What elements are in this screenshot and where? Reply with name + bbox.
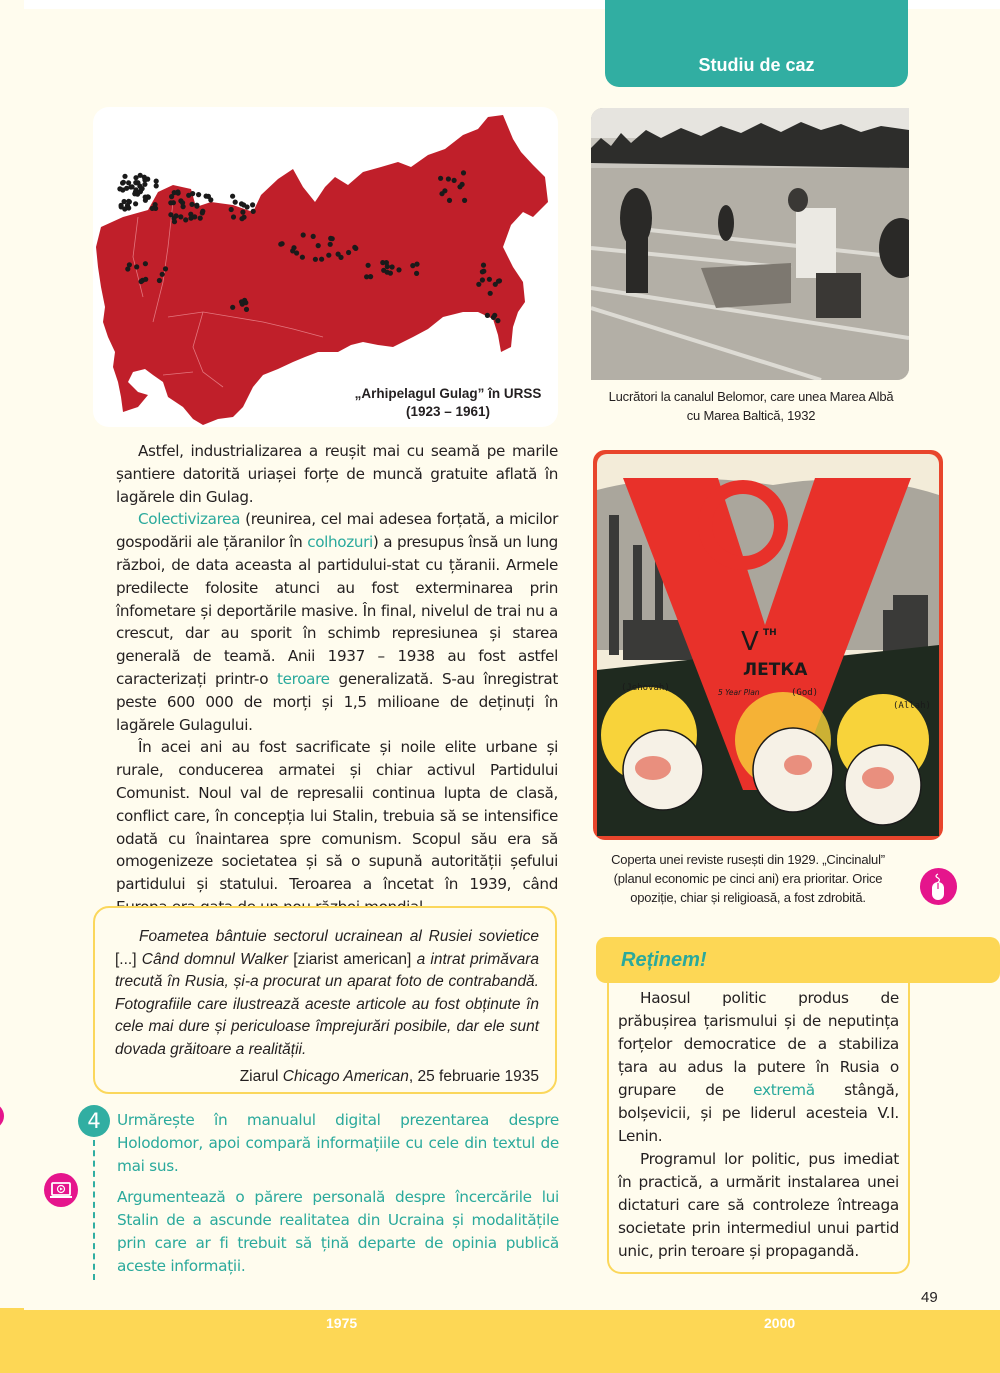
gulag-camp-marker <box>245 204 250 209</box>
gulag-camp-marker <box>497 278 502 283</box>
gulag-camp-marker <box>178 214 183 219</box>
gulag-camp-marker <box>240 210 245 215</box>
gulag-camp-marker <box>188 212 193 217</box>
caption-line: cu Marea Baltică, 1932 <box>686 408 816 423</box>
text-span: (reunirea, cel mai adesea forțată, a micilor gospodării ale țăranilor în <box>116 510 558 552</box>
retinem-paragraph-1 <box>618 987 899 1148</box>
gulag-camp-marker <box>122 199 127 204</box>
gulag-camp-marker <box>194 204 199 209</box>
gulag-camp-marker <box>414 271 419 276</box>
gulag-camp-marker <box>368 274 373 279</box>
gulag-camp-marker <box>462 198 467 203</box>
gulag-camp-marker <box>189 202 194 207</box>
gulag-camp-marker <box>346 250 351 255</box>
gulag-camp-marker <box>133 187 138 192</box>
gulag-camp-marker <box>493 282 498 287</box>
gulag-camp-marker <box>481 263 486 268</box>
gulag-camp-marker <box>139 279 144 284</box>
gulag-camp-marker <box>204 194 209 199</box>
poster-plan: 5 Year Plan <box>718 688 760 697</box>
quote-span: a intrat primăvara trecută în Rusia, și-a procurat un aparat foto de contrabandă. Fotografiile care ilustrează aceste articole au fost obținute în cele mai dure și periculoase împrejurări posibile, dar ele sunt dovada grăitoare a realității. <box>115 950 540 1058</box>
gulag-camp-marker <box>480 277 485 282</box>
term-colectivizarea[interactable]: Colectivizarea <box>138 510 241 529</box>
gulag-camp-marker <box>230 194 235 199</box>
text-span: stângă, bolșevicii, și pe liderul acesteia V.I. Lenin. <box>618 1081 899 1145</box>
term-teroare[interactable]: teroare <box>277 669 330 688</box>
gulag-camp-marker <box>125 266 130 271</box>
quote-span: Foametea bântuie sectorul ucrainean al Rusiei sovietice <box>139 928 539 945</box>
gulag-camp-marker <box>488 291 493 296</box>
task-number-badge: 4 <box>78 1105 110 1137</box>
timeline-footer <box>0 1310 1000 1373</box>
section-label: Studiu de caz <box>698 55 815 75</box>
gulag-camp-marker <box>460 182 465 187</box>
gulag-camp-marker <box>439 191 444 196</box>
video-lesson-icon[interactable] <box>44 1173 78 1207</box>
map-caption-title: „Arhipelagul Gulag” în URSS <box>354 386 542 401</box>
task-dashed-line <box>93 1140 95 1280</box>
gulag-camp-marker <box>328 242 333 247</box>
gulag-camp-marker <box>126 205 131 210</box>
top-margin-left <box>0 0 24 9</box>
gulag-camp-marker <box>154 179 159 184</box>
poster-label-god: (God) <box>791 688 819 698</box>
paragraph-collectivization <box>116 508 558 736</box>
gulag-camp-marker <box>124 186 129 191</box>
page-number: 49 <box>921 1289 938 1306</box>
caption-line: Lucrători la canalul Belomor, care unea Marea Albă <box>608 389 894 404</box>
gulag-camp-marker <box>300 255 305 260</box>
gulag-camp-marker <box>438 176 443 181</box>
quote-source <box>115 1066 539 1089</box>
gulag-camp-marker <box>336 252 341 257</box>
gulag-camp-marker <box>171 216 176 221</box>
gulag-camp-marker <box>251 209 256 214</box>
poster-graphic <box>593 450 943 840</box>
gulag-camp-marker <box>163 266 168 271</box>
gulag-camp-marker <box>485 313 490 318</box>
quote-span: Când domnul Walker <box>141 950 289 968</box>
gulag-camp-marker <box>447 198 452 203</box>
gulag-camp-marker <box>390 264 395 269</box>
poster-caption <box>598 850 898 907</box>
gulag-camp-marker <box>330 236 335 241</box>
gulag-camp-marker <box>461 170 466 175</box>
section-tab <box>605 0 908 87</box>
gulag-camp-marker <box>231 214 236 219</box>
paragraph-repression: În acei ani au fost sacrificate și noile elite urbane și rurale, conducerea armatei și chiar activul Partidului Comunist. Noul val de represalii continua lupta de clasă, conflict care, în concepția lui Stalin, trebuia să se intensifice odată cu înaintarea spre comunism. Scopul său era să omogenizeze societatea și să o supună autorității șefului partidului și statului. Teroarea a încetat în 1939, când <box>116 738 558 894</box>
gulag-camp-marker <box>239 216 244 221</box>
gulag-camp-marker <box>154 183 159 188</box>
gulag-camp-marker <box>186 193 191 198</box>
caption-line: opoziție, chiar și religioasă, a fost zdrobită. <box>630 890 866 905</box>
gulag-camp-marker <box>117 186 122 191</box>
gulag-camp-marker <box>243 300 248 305</box>
gulag-map <box>93 107 558 427</box>
gulag-camp-marker <box>481 269 486 274</box>
gulag-camp-marker <box>160 272 165 277</box>
gulag-camp-marker <box>313 257 318 262</box>
text-span: Haosul politic produs de prăbușirea țarismului și de neputința forțelor democratice de a stabiliza țara au adus la putere în Rusia o grupare de <box>618 989 899 1099</box>
gulag-camp-marker <box>143 261 148 266</box>
gulag-camp-marker <box>311 234 316 239</box>
retinem-paragraph-2: Programul lor politic, pus imediat în practică, a urmărit instalarea unei dictaturi care să controleze întreaga societate prin intermediul unui partid unic, prin teroare și propagandă. <box>618 1150 899 1260</box>
quote-span: [ziarist american] <box>288 950 417 968</box>
gulag-camp-marker <box>244 307 249 312</box>
gulag-camp-marker <box>140 186 145 191</box>
text-span: ) a presupus însă un lung război, de data aceasta al partidului-stat cu țăranii. Armele predilecte folosite atunci au fost exterminarea prin înfometare și deportările masive. În final, nivelul de trai nu a crescut, dar au sporit în schimb represiunea și starea generală de teamă. Anii 1937 – 1938 au fost astfel caracterizați printr-o <box>116 533 558 688</box>
gulag-camp-marker <box>366 263 371 268</box>
source-span: , 25 februarie 1935 <box>408 1067 539 1085</box>
gulag-camp-marker <box>492 313 497 318</box>
gulag-camp-marker <box>134 180 139 185</box>
gulag-camp-marker <box>133 201 138 206</box>
gulag-camp-marker <box>278 242 283 247</box>
gulag-camp-marker <box>175 189 180 194</box>
gulag-camp-marker <box>495 318 500 323</box>
source-quote-box <box>93 906 557 1094</box>
task-item-1: Urmărește în manualul digital prezentarea despre Holodomor, apoi compară informațiile cu cele din textul de mai sus. <box>117 1111 559 1175</box>
gulag-camp-marker <box>250 202 255 207</box>
ussr-map-graphic <box>93 107 558 427</box>
gulag-camp-marker <box>476 282 481 287</box>
gulag-camp-marker <box>121 180 126 185</box>
gulag-camp-marker <box>414 262 419 267</box>
gulag-camp-marker <box>153 202 158 207</box>
gulag-camp-marker <box>319 257 324 262</box>
gulag-camp-marker <box>145 177 150 182</box>
term-extrema[interactable]: extremă <box>753 1081 815 1099</box>
gulag-camp-marker <box>126 199 131 204</box>
gulag-camp-marker <box>452 178 457 183</box>
retinem-box <box>607 981 910 1274</box>
retinem-header <box>596 937 1000 983</box>
paragraph-industrialization: Astfel, industrializarea a reușit mai cu seamă pe marile șantiere datorită uriașei forțe de muncă gratuite aflată în lagărele din Gulag. <box>116 442 558 506</box>
gulag-camp-marker <box>122 174 127 179</box>
gulag-camp-marker <box>119 204 124 209</box>
poster-label-allah: (Allah) <box>893 701 931 711</box>
timeline-year-1975: 1975 <box>326 1315 358 1331</box>
poster-superscript: TH <box>763 628 777 638</box>
gulag-camp-marker <box>229 207 234 212</box>
retinem-title: Reținem! <box>621 948 707 971</box>
timeline-year-2000: 2000 <box>764 1315 796 1331</box>
gulag-camp-marker <box>200 209 205 214</box>
gulag-camp-marker <box>326 253 331 258</box>
edge-marker <box>0 1103 4 1129</box>
source-title: Chicago American <box>282 1067 409 1085</box>
gulag-camp-marker <box>142 182 147 187</box>
gulag-camp-marker <box>301 232 306 237</box>
gulag-camp-marker <box>487 277 492 282</box>
gulag-camp-marker <box>171 200 176 205</box>
gulag-camp-marker <box>138 173 143 178</box>
poster-label-jehovah: (Jehovah) <box>621 683 670 693</box>
gulag-camp-marker <box>196 192 201 197</box>
soviet-magazine-poster <box>593 450 943 840</box>
belomor-photo-graphic <box>591 108 909 380</box>
text-span: generalizată. S-au înregistrat peste 600 000 de morți și 1,5 milioane de deținuți în lagărele Gulagului. <box>116 669 558 734</box>
main-text <box>116 440 558 919</box>
poster-title: ЛЕТКА <box>743 660 808 680</box>
gulag-camp-marker <box>352 245 357 250</box>
map-caption-years: (1923 – 1961) <box>405 404 491 419</box>
gulag-camp-marker <box>134 264 139 269</box>
gulag-camp-marker <box>180 200 185 205</box>
gulag-camp-marker <box>230 305 235 310</box>
poster-sub-letter: V <box>741 627 759 657</box>
source-span: Ziarul <box>239 1067 283 1085</box>
gulag-camp-marker <box>388 271 393 276</box>
task-item-2: Argumentează o părere personală despre încercările lui Stalin de a ascunde realitatea din Ucraina și modalitățile prin care ar fi trebuit să țină departe de opinia publică aceste informații. <box>117 1188 559 1275</box>
gulag-camp-marker <box>384 260 389 265</box>
gulag-camp-marker <box>183 217 188 222</box>
quote-text <box>115 926 539 1062</box>
caption-line: Coperta unei reviste rusești din 1929. „Cincinalul” <box>611 852 885 867</box>
gulag-camp-marker <box>143 198 148 203</box>
gulag-camp-marker <box>446 176 451 181</box>
gulag-camp-marker <box>233 200 238 205</box>
gulag-camp-marker <box>198 216 203 221</box>
quote-span: [...] <box>115 950 142 968</box>
term-colhozuri[interactable]: colhozuri <box>307 533 373 552</box>
belomor-canal-photo <box>591 108 909 380</box>
gulag-camp-marker <box>143 277 148 282</box>
map-caption <box>348 385 548 421</box>
gulag-camp-marker <box>396 267 401 272</box>
gulag-camp-marker <box>294 250 299 255</box>
caption-line: (planul economic pe cinci ani) era prioritar. Orice <box>613 871 883 886</box>
mouse-icon[interactable] <box>920 868 957 905</box>
gulag-camp-marker <box>157 278 162 283</box>
gulag-camp-marker <box>316 243 321 248</box>
belomor-photo-caption <box>596 387 906 425</box>
